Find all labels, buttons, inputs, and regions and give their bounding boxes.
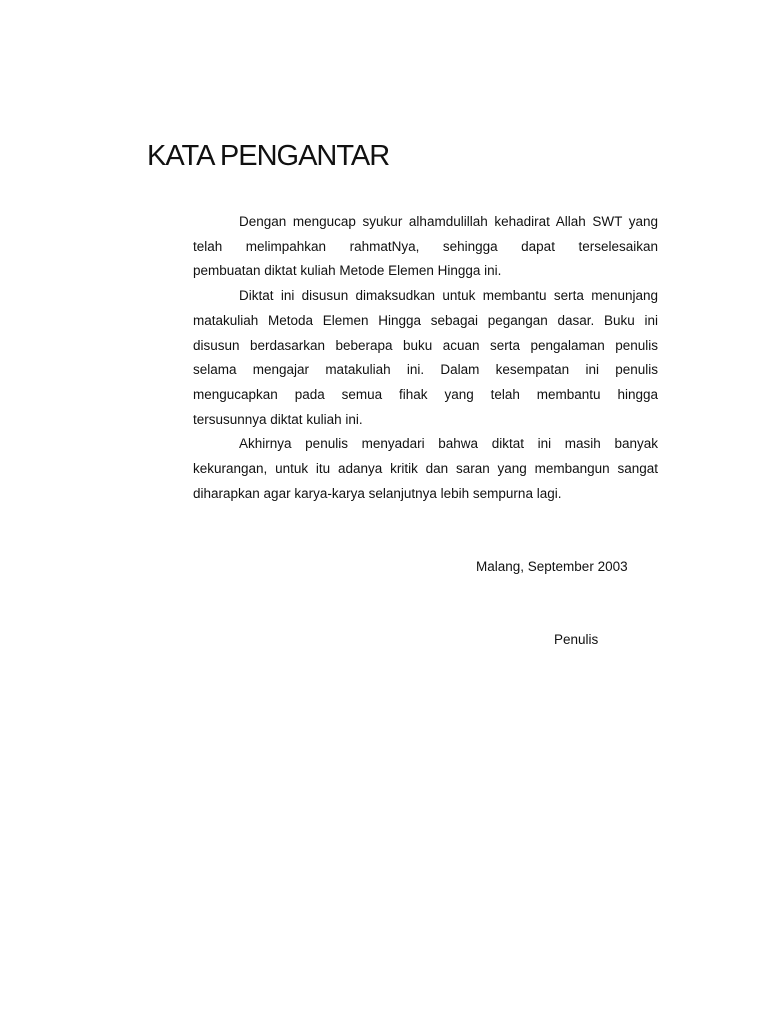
paragraph-2 — [147, 284, 658, 432]
paragraph-line: pembuatan diktat kuliah Metode Elemen Hingga ini. — [193, 263, 502, 279]
place-date: Malang, September 2003 — [476, 559, 628, 574]
paragraph-line: tersusunnya diktat kuliah ini. — [193, 411, 363, 427]
paragraph-line: kekurangan, untuk itu adanya kritik dan saran yang membangun sangat — [193, 461, 658, 477]
preface-body — [147, 210, 658, 506]
paragraph-line: diharapkan agar karya-karya selanjutnya lebih sempurna lagi. — [193, 485, 562, 501]
paragraph-3 — [147, 432, 658, 506]
paragraph-line: telah melimpahkan rahmatNya, sehingga dapat terselesaikan — [193, 238, 658, 254]
page-title: KATA PENGANTAR — [147, 140, 390, 172]
paragraph-line: Diktat ini disusun dimaksudkan untuk membantu serta menunjang — [239, 288, 658, 304]
paragraph-line: mengucapkan pada semua fihak yang telah membantu hingga — [193, 386, 658, 402]
paragraph-1 — [147, 210, 658, 284]
paragraph-line: Akhirnya penulis menyadari bahwa diktat ini masih banyak — [239, 436, 658, 452]
paragraph-line: disusun berdasarkan beberapa buku acuan serta pengalaman penulis — [193, 337, 658, 353]
paragraph-line: matakuliah Metoda Elemen Hingga sebagai pegangan dasar. Buku ini — [193, 312, 658, 328]
paragraph-line: Dengan mengucap syukur alhamdulillah kehadirat Allah SWT yang — [239, 214, 658, 229]
author-signature: Penulis — [554, 632, 599, 647]
paragraph-line: selama mengajar matakuliah ini. Dalam kesempatan ini penulis — [193, 362, 658, 378]
